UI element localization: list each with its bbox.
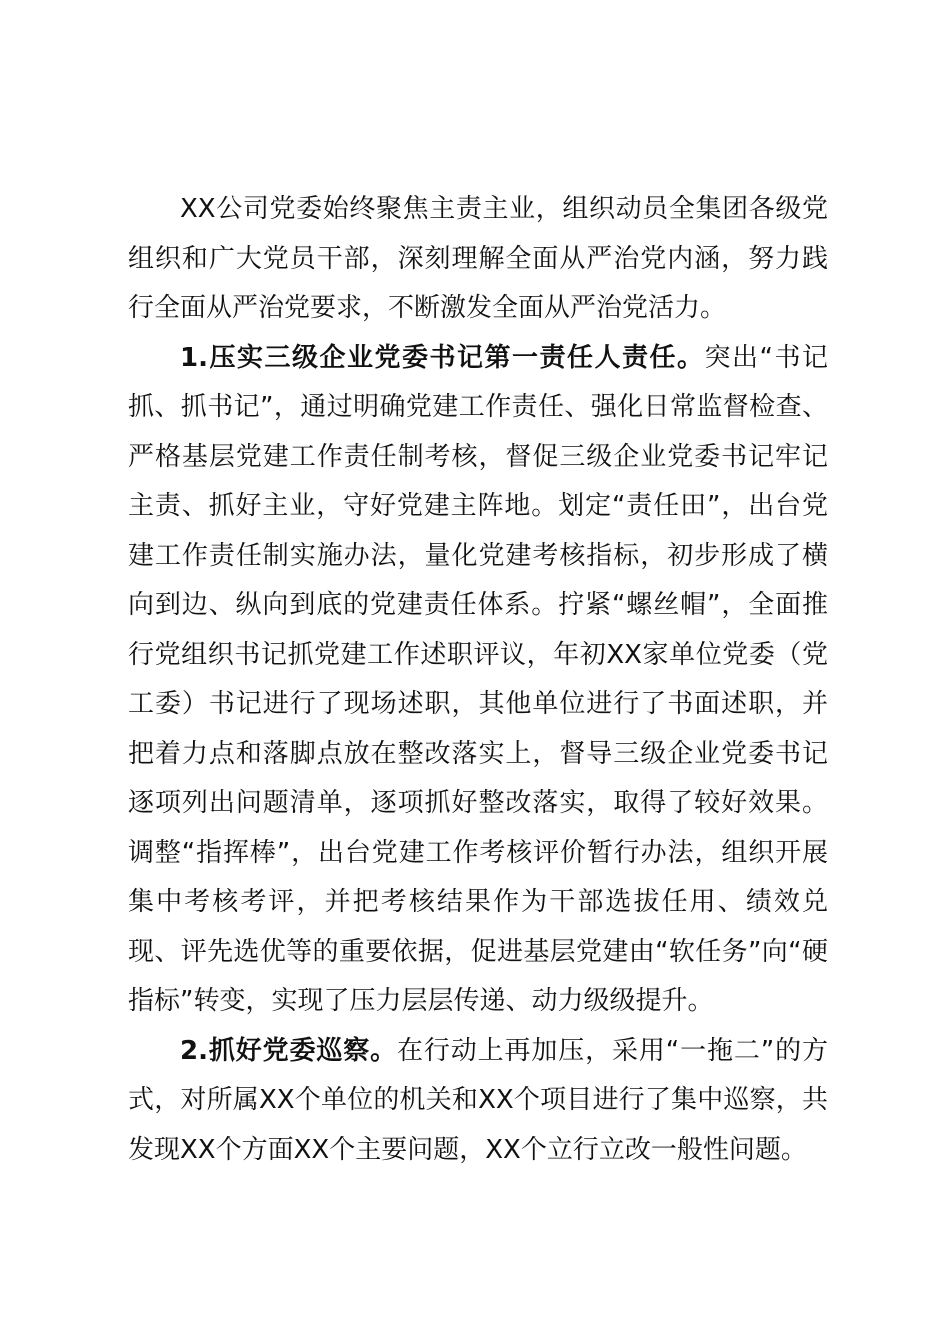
paragraph-intro-text: XX公司党委始终聚焦主责主业，组织动员全集团各级党组织和广大党员干部，深刻理解全面从严治党内涵，努力践行全面从严治党要求，不断激发全面从严治党活力。 — [128, 194, 828, 323]
section-2-heading: 2.抓好党委巡察。 — [180, 1035, 397, 1066]
section-1-text: 突出“书记抓、抓书记”，通过明确党建工作责任、强化日常监督检查、严格基层党建工作责任制考核，督促三级企业党委书记牢记主责、抓好主业，守好党建主阵地。划定“责任田”，出台党建工作责任制实施办法，量化党建考核指标，初步形成了横向到边、纵向到底的党建责任体系。拧紧“螺丝帽”，全面推行党组织书记抓党建工作述职评议，年初XX家单位党委（党工委）书记进行了现场述职，其他单位进行了书面述职，并把着力点和落脚点放在整改落实上，督导三级企业党委书记逐项列出问题清单，逐项抓好整改落实，取得了较好效果。调整“指挥棒”，出台党建工作考核评价暂行办法，组织开展集中考核考评，并把考核结果作为干部选拔任用、绩效兑现、评先选优等的重要依据，促进基层党建由“软任务”向“硬指标”转变，实现了压力层层传递、动力级级提升。 — [128, 342, 828, 1016]
section-1-heading: 1.压实三级企业党委书记第一责任人责任。 — [180, 342, 705, 373]
document-body — [128, 185, 828, 1175]
paragraph-intro — [128, 185, 828, 334]
paragraph-section-1 — [128, 334, 828, 1027]
paragraph-section-2 — [128, 1027, 828, 1176]
section-2-text: 在行动上再加压，采用“一拖二”的方式，对所属XX个单位的机关和XX个项目进行了集中巡察，共发现XX个方面XX个主要问题，XX个立行立改一般性问题。 — [128, 1035, 828, 1165]
